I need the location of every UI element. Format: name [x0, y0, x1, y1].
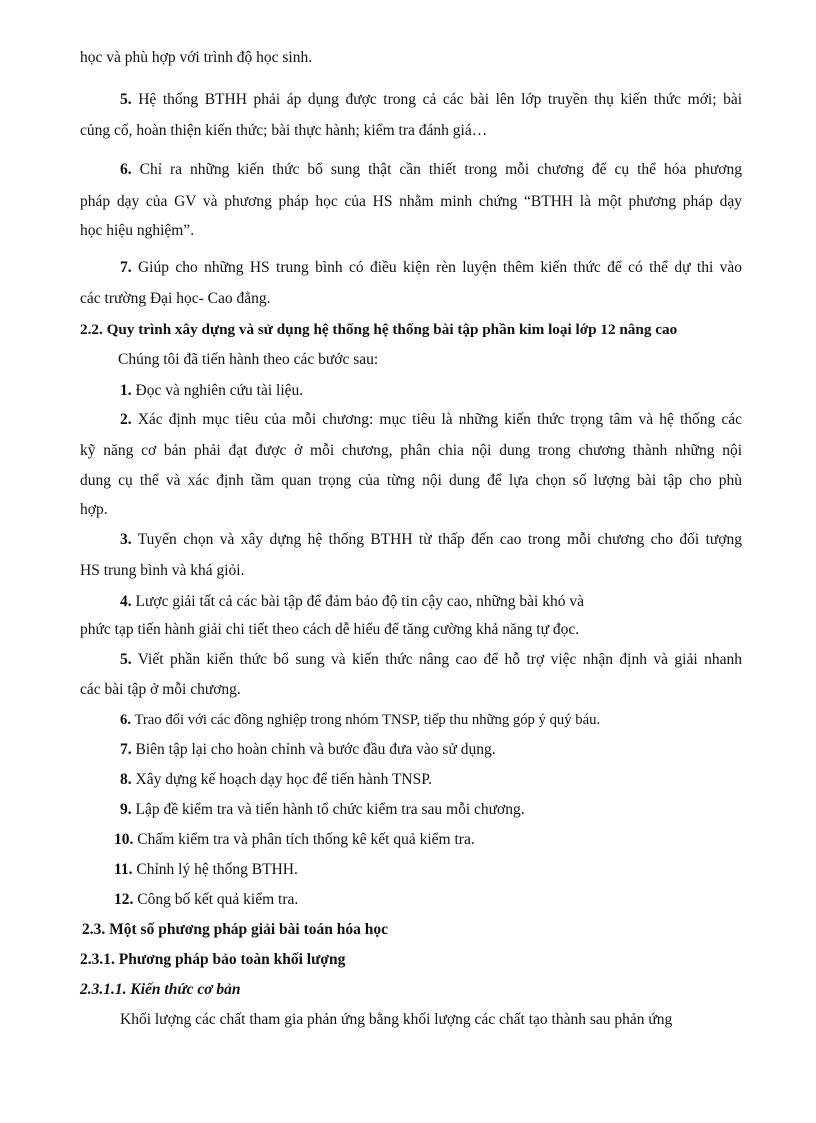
- text-line: Chúng tôi đã tiến hành theo các bước sau:: [118, 351, 379, 368]
- section-heading: 2.2. Quy trình xây dựng và sử dụng hệ thống hệ thống bài tập phần kim loại lớp 12 nâng cao: [80, 321, 678, 338]
- text-line: HS trung bình và khá giỏi.: [80, 562, 245, 579]
- list-item: 4. Lược giải tất cả các bài tập để đảm bảo độ tin cậy cao, những bài khó và: [120, 593, 584, 610]
- item-number: 5.: [120, 91, 132, 108]
- item-number: 4.: [120, 593, 132, 610]
- item-number: 1.: [120, 382, 132, 399]
- section-heading: 2.3. Một số phương pháp giải bài toán hóa học: [82, 921, 388, 938]
- list-item: 7. Biên tập lại cho hoàn chỉnh và bước đầu đưa vào sử dụng.: [120, 741, 496, 758]
- text-line: dung cụ thể và xác định tầm quan trọng của từng nội dung để lựa chọn số lượng bài tập cho phù: [80, 472, 742, 489]
- text-line: các trường Đại học- Cao đẳng.: [80, 290, 271, 307]
- list-item: 11. Chỉnh lý hệ thống BTHH.: [114, 861, 298, 878]
- text-line: học và phù hợp với trình độ học sinh.: [80, 49, 313, 66]
- list-item: 2. Xác định mục tiêu của mỗi chương: mục tiêu là những kiến thức trọng tâm và hệ thống các: [120, 411, 743, 428]
- item-number: 3.: [120, 531, 132, 548]
- item-number: 2.: [120, 411, 132, 428]
- list-item: 6. Trao đổi với các đồng nghiệp trong nhóm TNSP, tiếp thu những góp ý quý báu.: [120, 712, 601, 728]
- list-item: 5. Viết phần kiến thức bổ sung và kiến thức nâng cao để hỗ trợ việc nhận định và giải nhanh: [120, 651, 742, 668]
- text-line: phức tạp tiến hành giải chi tiết theo cách dễ hiểu để tăng cường khả năng tự đọc.: [80, 621, 580, 638]
- item-number: 6.: [120, 712, 132, 728]
- text-line: củng cố, hoàn thiện kiến thức; bài thực hành; kiểm tra đánh giá…: [80, 122, 488, 139]
- list-item: 12. Công bố kết quả kiểm tra.: [114, 891, 299, 908]
- text-line: hợp.: [80, 501, 108, 518]
- text-line: kỹ năng cơ bản phải đạt được ở mỗi chương, phân chia nội dung trong chương thành những nội: [80, 442, 742, 459]
- list-item: 8. Xây dựng kế hoạch dạy học để tiến hành TNSP.: [120, 771, 433, 788]
- item-number: 7.: [120, 741, 132, 758]
- subsection-heading: 2.3.1. Phương pháp bảo toàn khối lượng: [80, 951, 346, 968]
- item-number: 11.: [114, 861, 133, 878]
- list-item: 1. Đọc và nghiên cứu tài liệu.: [120, 382, 304, 399]
- list-item: 3. Tuyển chọn và xây dựng hệ thống BTHH từ thấp đến cao trong mỗi chương cho đối tượng: [120, 531, 742, 548]
- item-number: 6.: [120, 161, 132, 178]
- text-line: học hiệu nghiệm”.: [80, 222, 195, 239]
- item-number: 9.: [120, 801, 132, 818]
- text-line: Khối lượng các chất tham gia phản ứng bằng khối lượng các chất tạo thành sau phản ứng: [120, 1011, 673, 1028]
- list-item: 7. Giúp cho những HS trung bình có điều kiện rèn luyện thêm kiến thức để có thể dự thi vào: [120, 259, 742, 276]
- item-number: 8.: [120, 771, 132, 788]
- item-number: 7.: [120, 259, 132, 276]
- text-line: pháp dạy của GV và phương pháp học của HS nhằm minh chứng “BTHH là một phương pháp dạy: [80, 193, 742, 210]
- item-number: 12.: [114, 891, 134, 908]
- subsubsection-heading: 2.3.1.1. Kiến thức cơ bản: [80, 981, 241, 998]
- item-number: 5.: [120, 651, 132, 668]
- list-item: 5. Hệ thống BTHH phải áp dụng được trong cả các bài lên lớp truyền thụ kiến thức mới; bài: [120, 91, 743, 108]
- list-item: 9. Lập đề kiểm tra và tiến hành tổ chức kiểm tra sau mỗi chương.: [120, 801, 525, 818]
- list-item: 6. Chỉ ra những kiến thức bổ sung thật cần thiết trong mỗi chương để cụ thể hóa phương: [120, 161, 742, 178]
- list-item: 10. Chấm kiểm tra và phân tích thống kê kết quả kiểm tra.: [114, 831, 475, 848]
- item-number: 10.: [114, 831, 134, 848]
- text-line: các bài tập ở mỗi chương.: [80, 681, 241, 698]
